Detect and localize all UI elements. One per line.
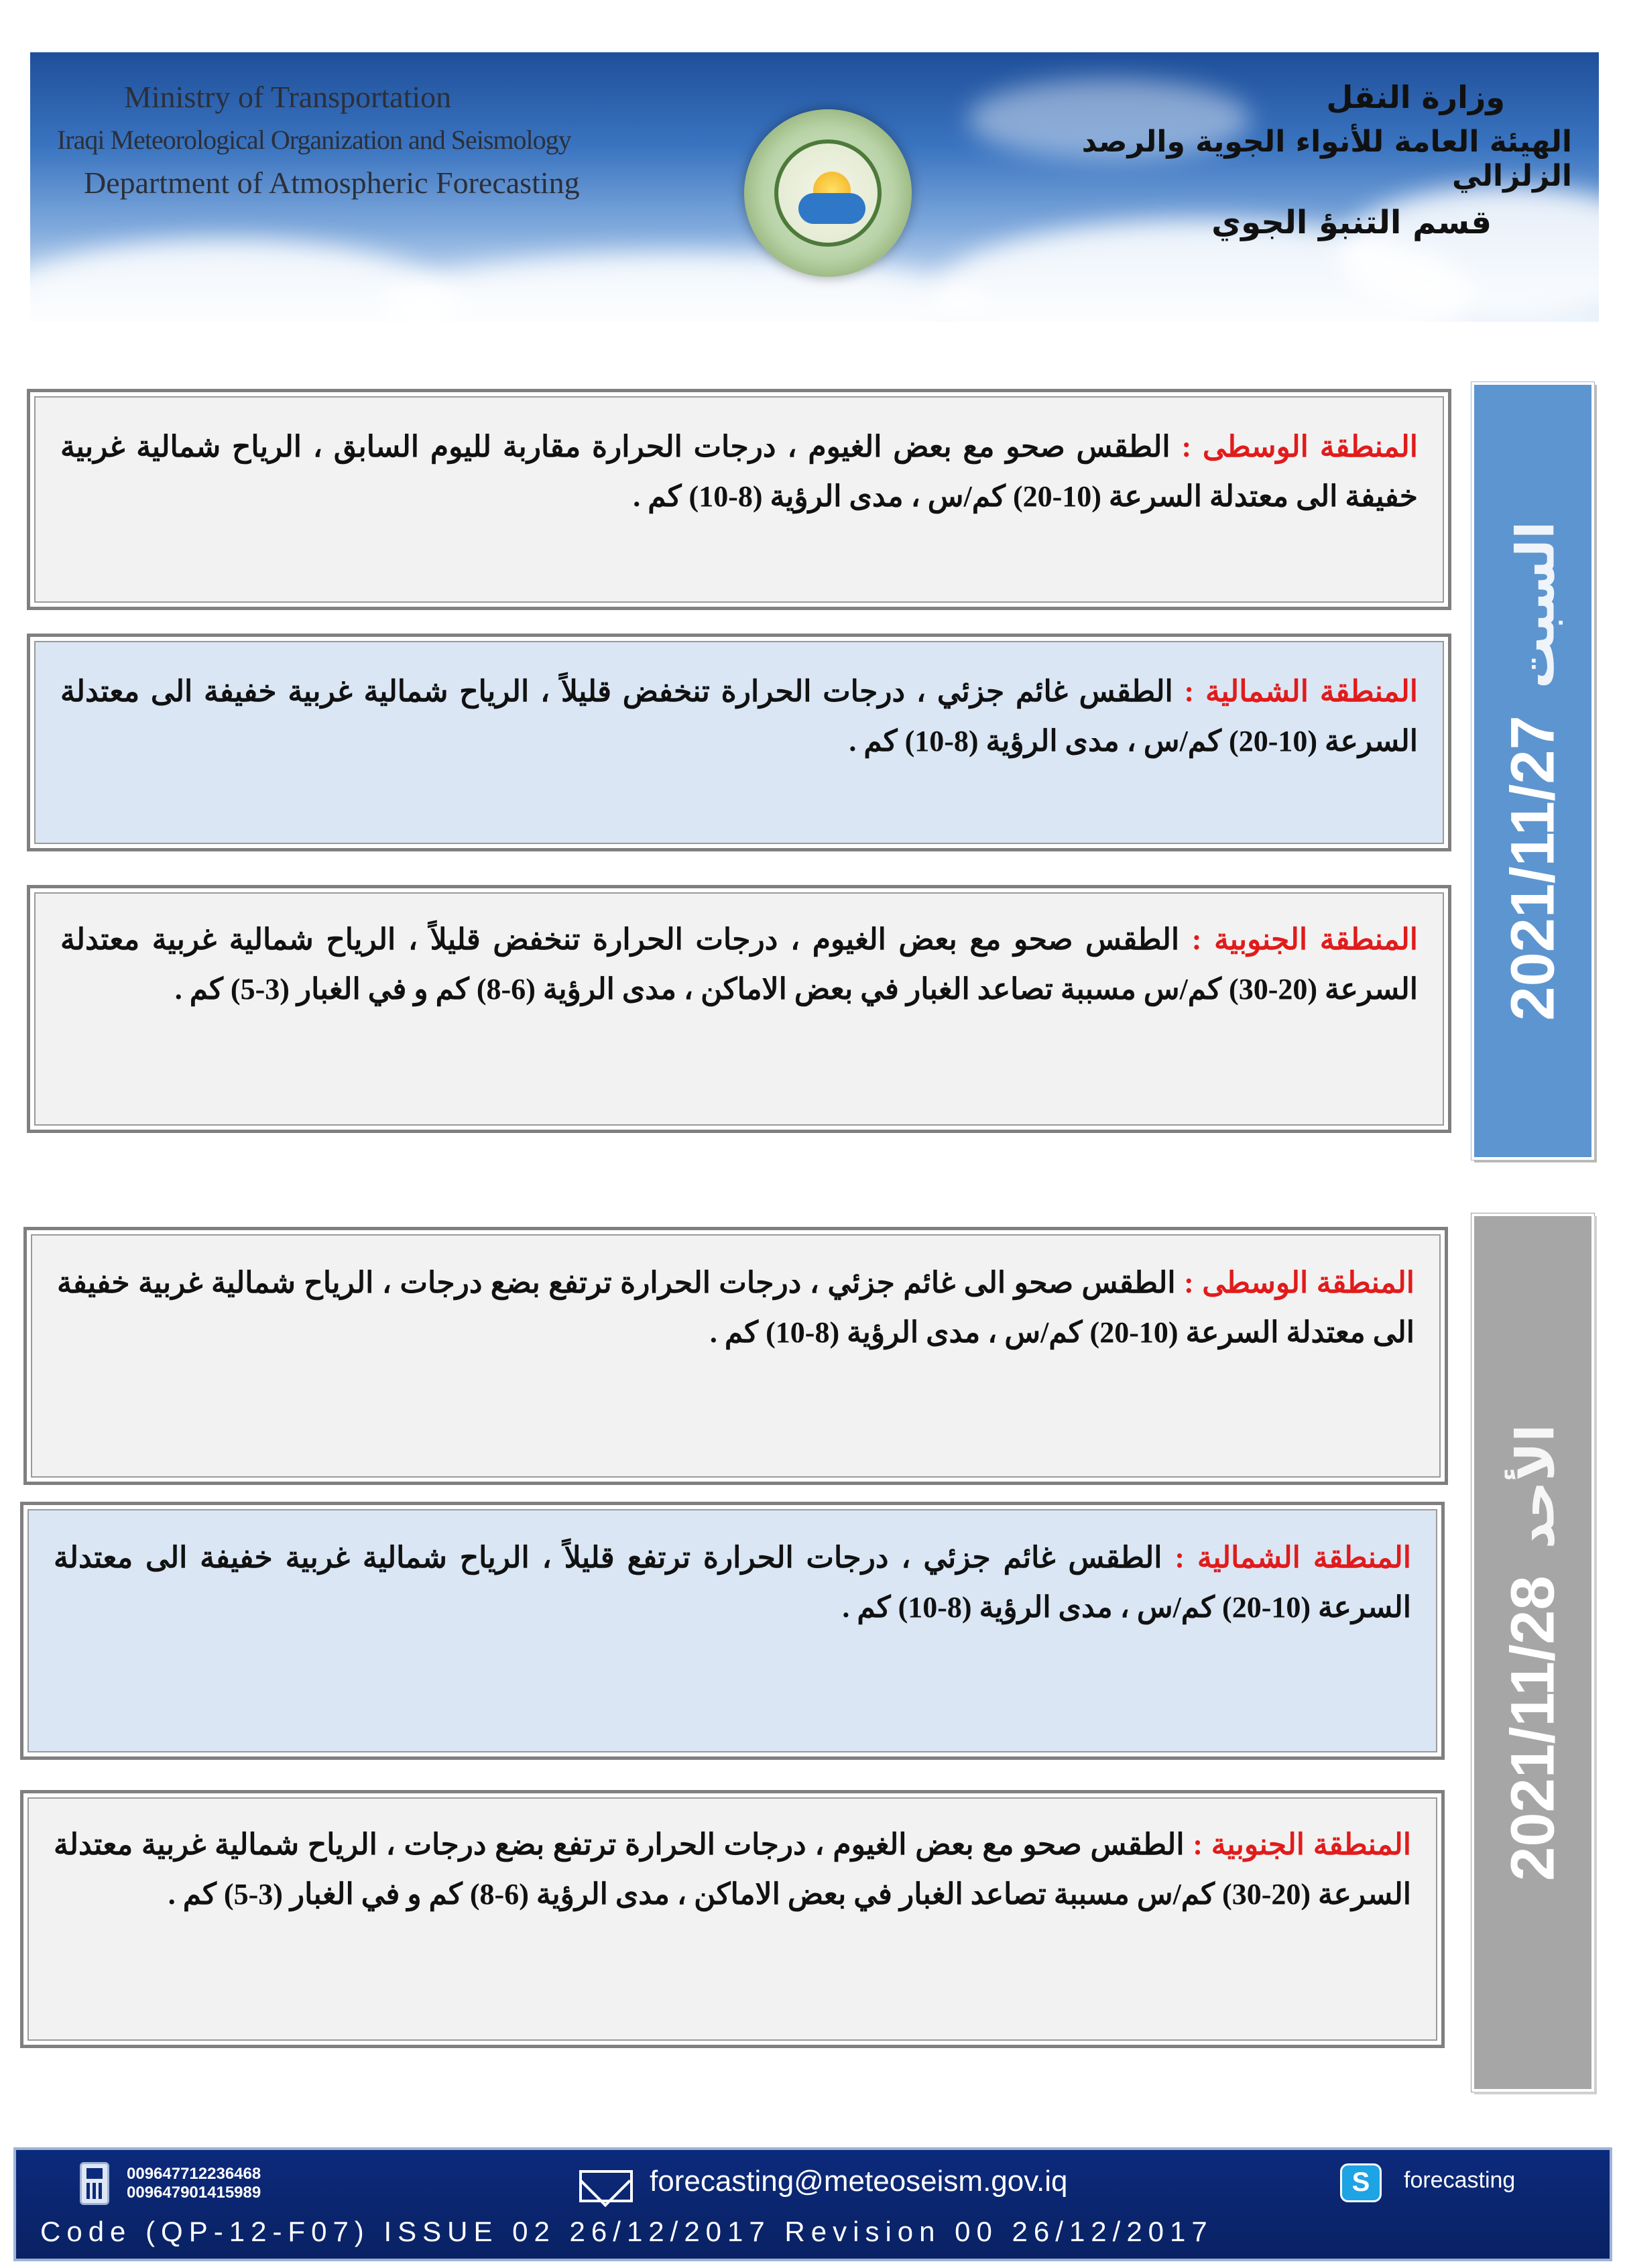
region-label: المنطقة الوسطى : bbox=[1184, 1266, 1415, 1299]
phone-number: 009647901415989 bbox=[127, 2184, 261, 2202]
day-name: الأحد bbox=[1506, 1424, 1566, 1549]
forecast-text: الطقس غائم جزئي ، درجات الحرارة تنخفض قليلاً ، الرياح شمالية غربية خفيفة الى معتدلة السرعة (10-20) كم/س ، مدى الرؤية (8-10) كم . bbox=[60, 675, 1418, 758]
email-link[interactable]: forecasting@meteoseism.gov.iq bbox=[650, 2165, 1068, 2198]
forecast-day1-central bbox=[27, 389, 1451, 610]
region-label: المنطقة الشمالية : bbox=[1184, 675, 1418, 708]
phone-icon bbox=[80, 2162, 109, 2205]
organization-logo bbox=[744, 109, 912, 277]
forecast-day1-north bbox=[27, 634, 1451, 851]
region-label: المنطقة الجنوبية : bbox=[1191, 923, 1419, 956]
cloud-decoration bbox=[379, 253, 982, 322]
department-name-ar: قسم التنبؤ الجوي bbox=[1211, 204, 1492, 241]
forecast-day2-north bbox=[20, 1502, 1445, 1760]
region-label: المنطقة الوسطى : bbox=[1181, 430, 1418, 463]
forecast-day1-south bbox=[27, 885, 1451, 1133]
footer-bar bbox=[13, 2147, 1612, 2261]
phone-numbers bbox=[127, 2165, 261, 2202]
day-name: السبت bbox=[1506, 521, 1566, 689]
organization-name-ar: الهيئة العامة للأنواء الجوية والرصد الزلزالي bbox=[1081, 125, 1572, 193]
forecast-text: الطقس صحو مع بعض الغيوم ، درجات الحرارة ترتفع بضع درجات ، الرياح شمالية غربية معتدلة السرعة (20-30) كم/س مسببة تصاعد الغبار في بعض الاماكن ، مدى الرؤية (6-8) كم و في الغبار (3-5) كم . bbox=[54, 1828, 1411, 1911]
skype-handle[interactable]: forecasting bbox=[1404, 2167, 1516, 2193]
header-english bbox=[57, 79, 607, 200]
department-name-en: Department of Atmospheric Forecasting bbox=[84, 166, 580, 200]
header-arabic bbox=[1022, 79, 1572, 241]
ministry-name-en: Ministry of Transportation bbox=[124, 80, 452, 114]
date-strip-day1 bbox=[1471, 382, 1594, 1160]
logo-inner-ring bbox=[774, 139, 882, 247]
organization-name-en: Iraqi Meteorological Organization and Seismology bbox=[57, 125, 571, 155]
skype-icon: S bbox=[1340, 2163, 1382, 2202]
document-code: Code (QP-12-F07) ISSUE 02 26/12/2017 Revision 00 26/12/2017 bbox=[40, 2216, 1213, 2247]
date-label bbox=[1498, 1424, 1568, 1881]
forecast-text: الطقس صحو مع بعض الغيوم ، درجات الحرارة مقاربة لليوم السابق ، الرياح شمالية غربية خفيفة الى معتدلة السرعة (10-20) كم/س ، مدى الرؤية (8-10) كم . bbox=[60, 430, 1418, 513]
date-label bbox=[1498, 521, 1568, 1020]
forecast-day2-central bbox=[23, 1227, 1448, 1485]
forecast-text: الطقس صحو الى غائم جزئي ، درجات الحرارة ترتفع بضع درجات ، الرياح شمالية غربية خفيفة الى معتدلة السرعة (10-20) كم/س ، مدى الرؤية (8-10) كم . bbox=[57, 1266, 1415, 1349]
region-label: المنطقة الجنوبية : bbox=[1193, 1828, 1412, 1861]
header-banner bbox=[30, 52, 1599, 322]
date-value: 2021/11/28 bbox=[1498, 1575, 1567, 1881]
date-value: 2021/11/27 bbox=[1498, 715, 1567, 1021]
mail-icon bbox=[579, 2170, 633, 2202]
ministry-name-ar: وزارة النقل bbox=[1326, 79, 1505, 115]
date-strip-day2 bbox=[1471, 1213, 1594, 2092]
region-label: المنطقة الشمالية : bbox=[1175, 1541, 1411, 1574]
phone-number: 009647712236468 bbox=[127, 2165, 261, 2183]
forecast-text: الطقس غائم جزئي ، درجات الحرارة ترتفع قليلاً ، الرياح شمالية غربية خفيفة الى معتدلة السرعة (10-20) كم/س ، مدى الرؤية (8-10) كم . bbox=[54, 1541, 1411, 1624]
forecast-text: الطقس صحو مع بعض الغيوم ، درجات الحرارة تنخفض قليلاً ، الرياح شمالية غربية معتدلة السرعة (20-30) كم/س مسببة تصاعد الغبار في بعض الاماكن ، مدى الرؤية (6-8) كم و في الغبار (3-5) كم . bbox=[60, 923, 1418, 1006]
cloud-icon bbox=[798, 193, 865, 224]
forecast-day2-south bbox=[20, 1790, 1445, 2048]
